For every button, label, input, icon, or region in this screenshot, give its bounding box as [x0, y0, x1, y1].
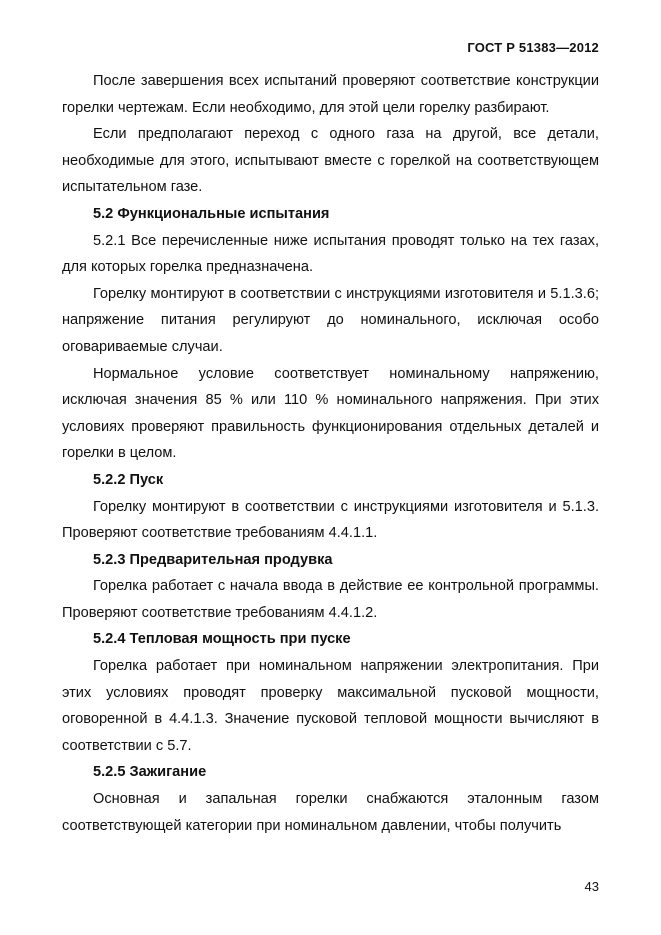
document-code: ГОСТ Р 51383—2012 [467, 40, 599, 55]
paragraph: Нормальное условие соответствует номинальному напряжению, исключая значения 85 % или 110 % номинального напряжения. При этих условиях проверяют правильность функционирования отдельных деталей и горелки в целом. [62, 365, 599, 462]
paragraph: Горелка работает с начала ввода в действие ее контрольной программы. Проверяют соответствие требованиям 4.4.1.2. [62, 578, 599, 621]
subsection-heading: 5.2.5 Зажигание [93, 764, 207, 781]
paragraph: После завершения всех испытаний проверяют соответствие конструкции горелки чертежам. Если необходимо, для этой цели горелку разбирают. [62, 73, 599, 116]
subsection-heading: 5.2.2 Пуск [93, 471, 164, 488]
page-number: 43 [584, 879, 599, 894]
section-heading: 5.2 Функциональные испытания [93, 205, 330, 222]
paragraph: Горелку монтируют в соответствии с инструкциями изготовителя и 5.1.3. Проверяют соответствие требованиям 4.4.1.1. [62, 498, 599, 542]
paragraph: Горелка работает при номинальном напряжении электропитания. При этих условиях проводят проверку максимальной пусковой мощности, оговоренной в 4.4.1.3. Значение пусковой тепловой мощности вычисляют в соответствии с 5.7. [62, 658, 599, 754]
subsection-heading: 5.2.3 Предварительная продувка [93, 551, 333, 568]
paragraph: Основная и запальная горелки снабжаются эталонным газом соответствующей категории при номинальном давлении, чтобы получить [62, 791, 599, 834]
paragraph: Если предполагают переход с одного газа на другой, все детали, необходимые для этого, испытывают вместе с горелкой на соответствующем испытательном газе. [62, 126, 599, 196]
paragraph: 5.2.1 Все перечисленные ниже испытания проводят только на тех газах, для которых горелка предназначена. [62, 232, 599, 276]
paragraph: Горелку монтируют в соответствии с инструкциями изготовителя и 5.1.3.6; напряжение питания регулируют до номинального, исключая особо оговариваемые случаи. [62, 285, 599, 355]
subsection-heading: 5.2.4 Тепловая мощность при пуске [93, 631, 351, 648]
page-body [62, 68, 599, 839]
